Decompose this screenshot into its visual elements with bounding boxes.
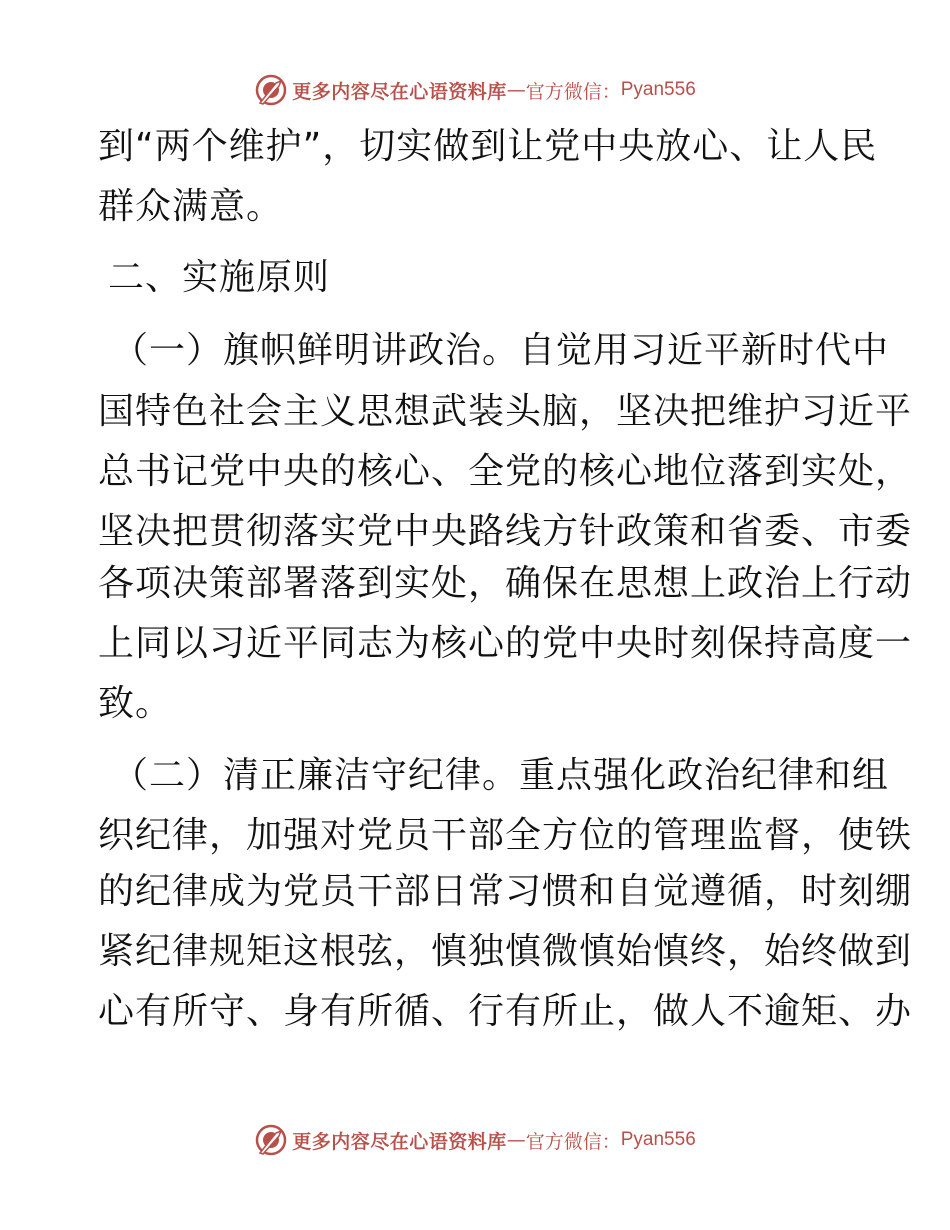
watermark-contact: 官方微信： — [525, 80, 621, 103]
watermark-id: Pyan556 — [620, 79, 696, 100]
text-line-1: 到“两个维护”，切实做到让党中央放心、让人民 — [98, 126, 878, 167]
section-heading: 二、实施原则 — [108, 257, 331, 298]
watermark-dash: — — [506, 1129, 526, 1151]
watermark-id: Pyan556 — [620, 1129, 696, 1150]
watermark-dash: — — [506, 79, 526, 101]
watermark-brand: 更多内容尽在心语资料库 — [292, 1130, 507, 1153]
text-line-10: 致。 — [98, 683, 173, 724]
text-line-8: 各项决策部署落到实处，确保在思想上政治上行动 — [98, 563, 913, 604]
pen-logo-icon — [254, 73, 288, 107]
subsection-heading-1: （一）旗帜鲜明讲政治。自觉用习近平新时代中 — [112, 330, 890, 371]
text-line-6: 总书记党中央的核心、全党的核心地位落到实处， — [98, 451, 913, 492]
watermark-contact: 官方微信： — [525, 1130, 621, 1153]
text-line-7: 坚决把贯彻落实党中央路线方针政策和省委、市委 — [98, 511, 913, 552]
watermark-brand: 更多内容尽在心语资料库 — [292, 80, 507, 103]
text-line-2: 群众满意。 — [98, 186, 284, 227]
text-line-5: 国特色社会主义思想武装头脑，坚决把维护习近平 — [98, 391, 913, 432]
header-watermark — [0, 70, 950, 110]
text-line-15: 心有所守、身有所循、行有所止，做人不逾矩、办 — [98, 991, 913, 1032]
text-line-9: 上同以习近平同志为核心的党中央时刻保持高度一 — [98, 623, 913, 664]
footer-watermark — [0, 1120, 950, 1160]
text-line-13: 的纪律成为党员干部日常习惯和自觉遵循，时刻绷 — [98, 871, 913, 912]
text-line-14: 紧纪律规矩这根弦，慎独慎微慎始慎终，始终做到 — [98, 931, 913, 972]
text-line-12: 织纪律，加强对党员干部全方位的管理监督，使铁 — [98, 815, 913, 856]
pen-logo-icon — [254, 1123, 288, 1157]
subsection-heading-2: （二）清正廉洁守纪律。重点强化政治纪律和组 — [112, 755, 890, 796]
